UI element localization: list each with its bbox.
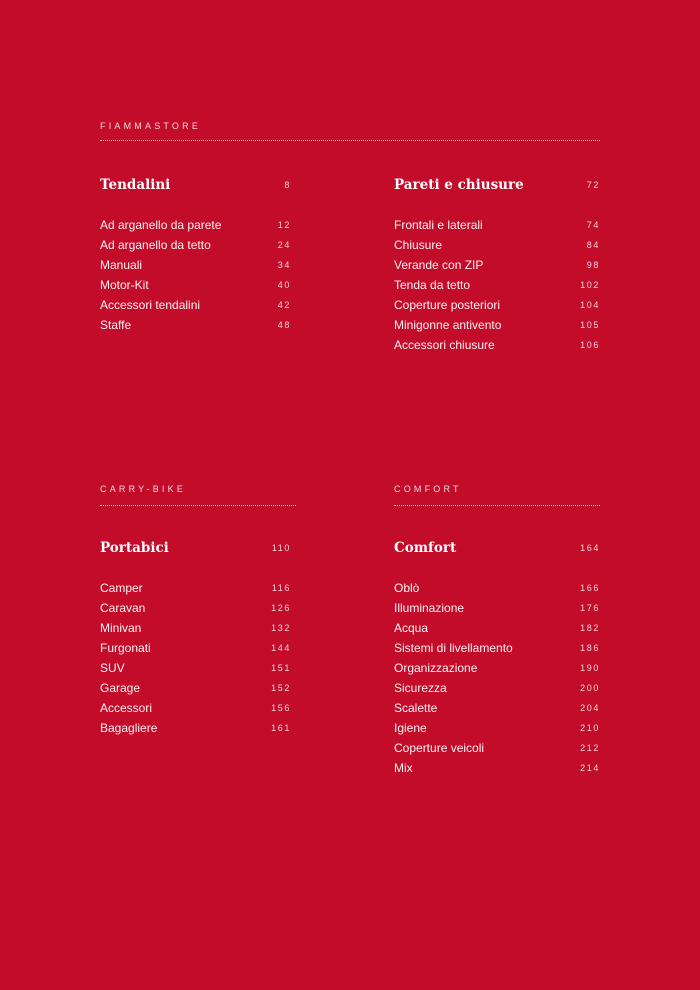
toc-item-page: 74 [586, 220, 600, 230]
toc-item-name: Ad arganello da tetto [100, 238, 211, 252]
toc-heading-comfort[interactable] [394, 538, 600, 568]
toc-item[interactable] [394, 295, 600, 315]
toc-item-name: Accessori chiusure [394, 338, 495, 352]
toc-item-name: Bagagliere [100, 721, 158, 735]
toc-item[interactable] [394, 638, 600, 658]
toc-item-name: Illuminazione [394, 601, 465, 615]
toc-item-name: Igiene [394, 721, 427, 735]
toc-item-name: Caravan [100, 601, 146, 615]
toc-item-page: 152 [271, 683, 291, 693]
toc-item[interactable] [100, 295, 291, 315]
toc-heading-page: 164 [580, 543, 600, 553]
toc-item-name: Manuali [100, 258, 143, 272]
toc-item[interactable] [100, 718, 291, 738]
toc-heading-title: Comfort [394, 540, 457, 556]
toc-item-page: 210 [580, 723, 600, 733]
toc-item-page: 186 [580, 643, 600, 653]
toc-item-page: 144 [271, 643, 291, 653]
toc-item-name: Furgonati [100, 641, 151, 655]
toc-item[interactable] [394, 315, 600, 335]
toc-item-name: Staffe [100, 318, 132, 332]
toc-block-comfort [394, 538, 600, 778]
toc-item[interactable] [100, 215, 291, 235]
toc-item[interactable] [394, 215, 600, 235]
toc-heading-page: 110 [271, 543, 291, 553]
toc-item[interactable] [394, 738, 600, 758]
section-divider-fiammastore [100, 140, 600, 141]
toc-item[interactable] [394, 578, 600, 598]
toc-item-page: 212 [580, 743, 600, 753]
toc-item-page: 98 [586, 260, 600, 270]
toc-item-name: Accessori [100, 701, 153, 715]
toc-item-page: 151 [271, 663, 291, 673]
toc-item[interactable] [100, 255, 291, 275]
toc-item-name: Acqua [394, 621, 429, 635]
toc-item[interactable] [394, 618, 600, 638]
toc-item[interactable] [100, 658, 291, 678]
toc-item-name: SUV [100, 661, 125, 675]
toc-heading-portabici[interactable] [100, 538, 291, 568]
toc-item-page: 204 [580, 703, 600, 713]
toc-item[interactable] [394, 275, 600, 295]
toc-item-page: 132 [271, 623, 291, 633]
toc-item-name: Tenda da tetto [394, 278, 471, 292]
toc-heading-title: Tendalini [100, 177, 171, 193]
toc-item[interactable] [394, 678, 600, 698]
toc-item-name: Camper [100, 581, 143, 595]
toc-item-name: Verande con ZIP [394, 258, 484, 272]
toc-item[interactable] [100, 235, 291, 255]
toc-item-page: 190 [580, 663, 600, 673]
toc-item-page: 34 [277, 260, 291, 270]
toc-heading-page: 72 [586, 180, 600, 190]
toc-item-page: 105 [580, 320, 600, 330]
toc-item-page: 106 [580, 340, 600, 350]
toc-item-page: 176 [580, 603, 600, 613]
toc-item[interactable] [100, 618, 291, 638]
section-label-comfort: COMFORT [394, 484, 462, 494]
toc-item-name: Scalette [394, 701, 438, 715]
section-divider-comfort [394, 505, 600, 506]
toc-heading-tendalini[interactable] [100, 175, 291, 205]
toc-item-name: Chiusure [394, 238, 443, 252]
toc-item-page: 200 [580, 683, 600, 693]
toc-heading-title: Pareti e chiusure [394, 177, 524, 193]
toc-item-page: 42 [277, 300, 291, 310]
toc-item-name: Coperture posteriori [394, 298, 501, 312]
toc-item[interactable] [100, 315, 291, 335]
section-label-carry-bike: CARRY-BIKE [100, 484, 187, 494]
toc-item-name: Motor-Kit [100, 278, 149, 292]
toc-item-page: 102 [580, 280, 600, 290]
toc-item-page: 116 [271, 583, 291, 593]
toc-item-page: 12 [277, 220, 291, 230]
toc-heading-title: Portabici [100, 540, 169, 556]
toc-item-page: 48 [277, 320, 291, 330]
toc-item[interactable] [100, 275, 291, 295]
toc-item-page: 156 [271, 703, 291, 713]
toc-item-name: Frontali e laterali [394, 218, 483, 232]
toc-item-page: 214 [580, 763, 600, 773]
toc-item-name: Minivan [100, 621, 142, 635]
toc-item-name: Minigonne antivento [394, 318, 502, 332]
toc-item[interactable] [394, 255, 600, 275]
toc-item-name: Sistemi di livellamento [394, 641, 513, 655]
toc-item[interactable] [100, 578, 291, 598]
toc-item-name: Mix [394, 761, 413, 775]
toc-item-page: 24 [277, 240, 291, 250]
toc-block-pareti-e-chiusure [394, 175, 600, 355]
toc-item-name: Accessori tendalini [100, 298, 201, 312]
toc-item[interactable] [394, 698, 600, 718]
toc-item[interactable] [394, 335, 600, 355]
section-label-fiammastore: FIAMMASTORE [100, 121, 202, 131]
toc-item[interactable] [394, 235, 600, 255]
toc-block-tendalini [100, 175, 291, 335]
toc-item-name: Coperture veicoli [394, 741, 485, 755]
toc-item-name: Sicurezza [394, 681, 447, 695]
toc-item-page: 182 [580, 623, 600, 633]
toc-item-page: 84 [586, 240, 600, 250]
toc-item-name: Organizzazione [394, 661, 478, 675]
toc-item[interactable] [100, 598, 291, 618]
toc-item[interactable] [100, 678, 291, 698]
toc-item-name: Garage [100, 681, 141, 695]
toc-item[interactable] [100, 638, 291, 658]
toc-item-page: 104 [580, 300, 600, 310]
toc-item-page: 40 [277, 280, 291, 290]
toc-item-page: 126 [271, 603, 291, 613]
section-divider-carry-bike [100, 505, 296, 506]
toc-item-name: Ad arganello da parete [100, 218, 222, 232]
toc-item-name: Oblò [394, 581, 420, 595]
toc-item[interactable] [100, 698, 291, 718]
toc-item[interactable] [394, 758, 600, 778]
toc-item[interactable] [394, 598, 600, 618]
toc-item-page: 166 [580, 583, 600, 593]
toc-item[interactable] [394, 718, 600, 738]
toc-item-page: 161 [271, 723, 291, 733]
toc-heading-page: 8 [284, 180, 291, 190]
toc-heading-pareti-e-chiusure[interactable] [394, 175, 600, 205]
toc-block-portabici [100, 538, 291, 738]
toc-item[interactable] [394, 658, 600, 678]
